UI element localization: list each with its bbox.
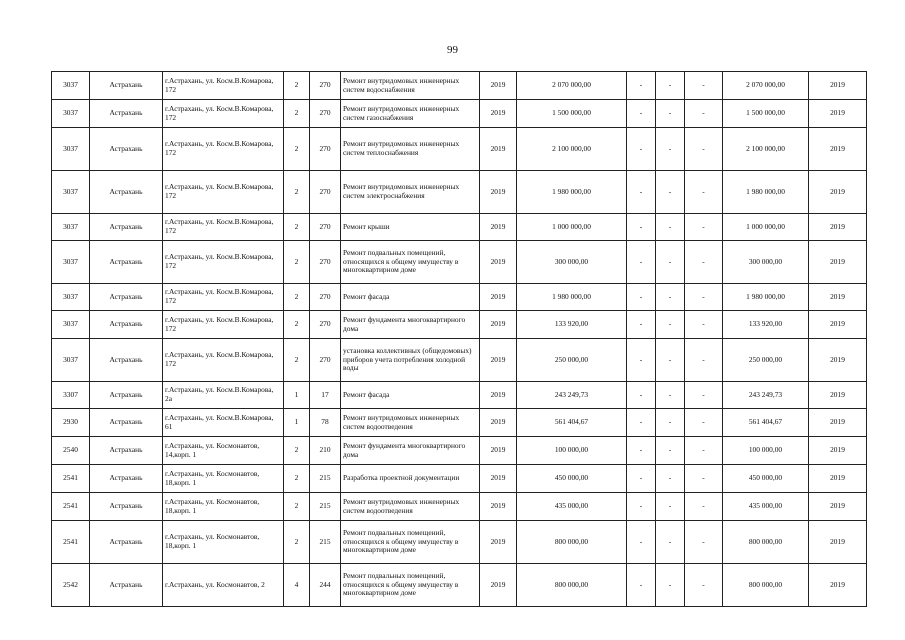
floors-cell: 4 [284, 564, 310, 607]
year-cell: 2019 [480, 284, 517, 311]
object-code-cell: 3037 [52, 100, 90, 128]
year-cell: 2019 [480, 521, 517, 564]
address-cell: г.Астрахань, ул. Косм.В.Комарова, 172 [163, 214, 284, 241]
year-cell: 2019 [480, 72, 517, 100]
table-row [52, 72, 867, 100]
total-amount-cell: 2 100 000,00 [723, 128, 809, 171]
total-amount-cell: 435 000,00 [723, 493, 809, 521]
completion-year-cell: 2019 [809, 128, 867, 171]
work-type-cell: Ремонт подвальных помещений, относящихся к общему имуществу в многоквартирном доме [341, 241, 480, 284]
completion-year-cell: 2019 [809, 564, 867, 607]
table-body [52, 72, 867, 607]
dash-cell: - [627, 564, 656, 607]
work-type-cell: Ремонт внутридомовых инженерных систем газоснабжения [341, 100, 480, 128]
apartments-cell: 78 [310, 409, 341, 437]
city-cell: Астрахань [90, 339, 163, 382]
address-cell: г.Астрахань, ул. Косм.В.Комарова, 2а [163, 382, 284, 409]
city-cell: Астрахань [90, 382, 163, 409]
amount-cell: 243 249,73 [517, 382, 627, 409]
object-code-cell: 2541 [52, 493, 90, 521]
total-amount-cell: 2 070 000,00 [723, 72, 809, 100]
object-code-cell: 3037 [52, 171, 90, 214]
apartments-cell: 270 [310, 100, 341, 128]
object-code-cell: 3037 [52, 339, 90, 382]
total-amount-cell: 300 000,00 [723, 241, 809, 284]
repair-registry-table [51, 71, 867, 607]
dash-cell: - [656, 521, 685, 564]
work-type-cell: Разработка проектной документации [341, 465, 480, 493]
dash-cell: - [627, 100, 656, 128]
total-amount-cell: 100 000,00 [723, 437, 809, 465]
table-row [52, 171, 867, 214]
table-row [52, 311, 867, 339]
completion-year-cell: 2019 [809, 382, 867, 409]
completion-year-cell: 2019 [809, 409, 867, 437]
work-type-cell: Ремонт крыши [341, 214, 480, 241]
amount-cell: 250 000,00 [517, 339, 627, 382]
apartments-cell: 270 [310, 171, 341, 214]
total-amount-cell: 800 000,00 [723, 564, 809, 607]
object-code-cell: 2541 [52, 521, 90, 564]
object-code-cell: 3037 [52, 284, 90, 311]
address-cell: г.Астрахань, ул. Косм.В.Комарова, 172 [163, 171, 284, 214]
dash-cell: - [627, 171, 656, 214]
address-cell: г.Астрахань, ул. Космонавтов, 18,корп. 1 [163, 521, 284, 564]
address-cell: г.Астрахань, ул. Косм.В.Комарова, 172 [163, 339, 284, 382]
apartments-cell: 270 [310, 311, 341, 339]
work-type-cell: Ремонт внутридомовых инженерных систем водоотведения [341, 409, 480, 437]
address-cell: г.Астрахань, ул. Космонавтов, 14,корп. 1 [163, 437, 284, 465]
city-cell: Астрахань [90, 409, 163, 437]
amount-cell: 1 000 000,00 [517, 214, 627, 241]
table-row [52, 465, 867, 493]
floors-cell: 2 [284, 339, 310, 382]
completion-year-cell: 2019 [809, 171, 867, 214]
dash-cell: - [656, 100, 685, 128]
amount-cell: 561 404,67 [517, 409, 627, 437]
completion-year-cell: 2019 [809, 521, 867, 564]
object-code-cell: 3037 [52, 214, 90, 241]
completion-year-cell: 2019 [809, 72, 867, 100]
amount-cell: 1 500 000,00 [517, 100, 627, 128]
object-code-cell: 2930 [52, 409, 90, 437]
floors-cell: 2 [284, 521, 310, 564]
address-cell: г.Астрахань, ул. Косм.В.Комарова, 172 [163, 72, 284, 100]
total-amount-cell: 450 000,00 [723, 465, 809, 493]
work-type-cell: установка коллективных (общедомовых) приборов учета потребления холодной воды [341, 339, 480, 382]
dash-cell: - [656, 241, 685, 284]
amount-cell: 133 920,00 [517, 311, 627, 339]
dash-cell: - [685, 284, 723, 311]
floors-cell: 2 [284, 72, 310, 100]
dash-cell: - [685, 339, 723, 382]
dash-cell: - [627, 339, 656, 382]
dash-cell: - [627, 214, 656, 241]
floors-cell: 2 [284, 100, 310, 128]
address-cell: г.Астрахань, ул. Космонавтов, 18,корп. 1 [163, 465, 284, 493]
object-code-cell: 3037 [52, 241, 90, 284]
object-code-cell: 2540 [52, 437, 90, 465]
city-cell: Астрахань [90, 564, 163, 607]
work-type-cell: Ремонт подвальных помещений, относящихся к общему имуществу в многоквартирном доме [341, 521, 480, 564]
floors-cell: 2 [284, 128, 310, 171]
dash-cell: - [685, 437, 723, 465]
city-cell: Астрахань [90, 311, 163, 339]
dash-cell: - [685, 241, 723, 284]
city-cell: Астрахань [90, 128, 163, 171]
total-amount-cell: 1 500 000,00 [723, 100, 809, 128]
apartments-cell: 270 [310, 128, 341, 171]
total-amount-cell: 133 920,00 [723, 311, 809, 339]
floors-cell: 2 [284, 311, 310, 339]
address-cell: г.Астрахань, ул. Космонавтов, 18,корп. 1 [163, 493, 284, 521]
apartments-cell: 210 [310, 437, 341, 465]
table-row [52, 128, 867, 171]
completion-year-cell: 2019 [809, 284, 867, 311]
dash-cell: - [627, 382, 656, 409]
city-cell: Астрахань [90, 437, 163, 465]
completion-year-cell: 2019 [809, 493, 867, 521]
city-cell: Астрахань [90, 465, 163, 493]
total-amount-cell: 243 249,73 [723, 382, 809, 409]
dash-cell: - [627, 284, 656, 311]
dash-cell: - [685, 382, 723, 409]
completion-year-cell: 2019 [809, 241, 867, 284]
floors-cell: 2 [284, 241, 310, 284]
apartments-cell: 215 [310, 465, 341, 493]
table-row [52, 241, 867, 284]
total-amount-cell: 1 000 000,00 [723, 214, 809, 241]
amount-cell: 100 000,00 [517, 437, 627, 465]
floors-cell: 2 [284, 465, 310, 493]
year-cell: 2019 [480, 214, 517, 241]
object-code-cell: 3307 [52, 382, 90, 409]
work-type-cell: Ремонт фундамента многоквартирного дома [341, 311, 480, 339]
table-row [52, 493, 867, 521]
year-cell: 2019 [480, 311, 517, 339]
apartments-cell: 244 [310, 564, 341, 607]
year-cell: 2019 [480, 437, 517, 465]
city-cell: Астрахань [90, 72, 163, 100]
work-type-cell: Ремонт внутридомовых инженерных систем водоотведения [341, 493, 480, 521]
apartments-cell: 270 [310, 241, 341, 284]
dash-cell: - [627, 437, 656, 465]
completion-year-cell: 2019 [809, 214, 867, 241]
amount-cell: 2 070 000,00 [517, 72, 627, 100]
dash-cell: - [656, 382, 685, 409]
year-cell: 2019 [480, 128, 517, 171]
city-cell: Астрахань [90, 171, 163, 214]
work-type-cell: Ремонт фасада [341, 284, 480, 311]
address-cell: г.Астрахань, ул. Косм.В.Комарова, 172 [163, 241, 284, 284]
dash-cell: - [656, 465, 685, 493]
apartments-cell: 270 [310, 214, 341, 241]
table-row [52, 409, 867, 437]
dash-cell: - [627, 311, 656, 339]
table-row [52, 564, 867, 607]
dash-cell: - [685, 311, 723, 339]
table-row [52, 437, 867, 465]
total-amount-cell: 250 000,00 [723, 339, 809, 382]
dash-cell: - [656, 493, 685, 521]
work-type-cell: Ремонт фасада [341, 382, 480, 409]
apartments-cell: 270 [310, 72, 341, 100]
total-amount-cell: 1 980 000,00 [723, 171, 809, 214]
city-cell: Астрахань [90, 241, 163, 284]
floors-cell: 2 [284, 171, 310, 214]
amount-cell: 1 980 000,00 [517, 171, 627, 214]
dash-cell: - [627, 465, 656, 493]
year-cell: 2019 [480, 409, 517, 437]
amount-cell: 1 980 000,00 [517, 284, 627, 311]
dash-cell: - [656, 214, 685, 241]
floors-cell: 2 [284, 437, 310, 465]
dash-cell: - [627, 493, 656, 521]
completion-year-cell: 2019 [809, 100, 867, 128]
address-cell: г.Астрахань, ул. Косм.В.Комарова, 172 [163, 128, 284, 171]
address-cell: г.Астрахань, ул. Косм.В.Комарова, 172 [163, 284, 284, 311]
year-cell: 2019 [480, 465, 517, 493]
year-cell: 2019 [480, 564, 517, 607]
dash-cell: - [656, 311, 685, 339]
year-cell: 2019 [480, 241, 517, 284]
dash-cell: - [685, 214, 723, 241]
apartments-cell: 215 [310, 521, 341, 564]
dash-cell: - [627, 521, 656, 564]
work-type-cell: Ремонт внутридомовых инженерных систем электроснабжения [341, 171, 480, 214]
completion-year-cell: 2019 [809, 339, 867, 382]
table-row [52, 100, 867, 128]
dash-cell: - [685, 72, 723, 100]
work-type-cell: Ремонт внутридомовых инженерных систем водоснабжения [341, 72, 480, 100]
year-cell: 2019 [480, 493, 517, 521]
city-cell: Астрахань [90, 493, 163, 521]
object-code-cell: 3037 [52, 128, 90, 171]
work-type-cell: Ремонт фундамента многоквартирного дома [341, 437, 480, 465]
city-cell: Астрахань [90, 521, 163, 564]
dash-cell: - [627, 72, 656, 100]
object-code-cell: 2542 [52, 564, 90, 607]
dash-cell: - [627, 409, 656, 437]
address-cell: г.Астрахань, ул. Косм.В.Комарова, 61 [163, 409, 284, 437]
dash-cell: - [656, 128, 685, 171]
total-amount-cell: 561 404,67 [723, 409, 809, 437]
object-code-cell: 3037 [52, 72, 90, 100]
address-cell: г.Астрахань, ул. Косм.В.Комарова, 172 [163, 311, 284, 339]
object-code-cell: 3037 [52, 311, 90, 339]
amount-cell: 450 000,00 [517, 465, 627, 493]
completion-year-cell: 2019 [809, 311, 867, 339]
amount-cell: 300 000,00 [517, 241, 627, 284]
dash-cell: - [627, 128, 656, 171]
apartments-cell: 270 [310, 284, 341, 311]
amount-cell: 435 000,00 [517, 493, 627, 521]
dash-cell: - [656, 171, 685, 214]
year-cell: 2019 [480, 382, 517, 409]
table-row [52, 382, 867, 409]
city-cell: Астрахань [90, 214, 163, 241]
dash-cell: - [685, 521, 723, 564]
work-type-cell: Ремонт подвальных помещений, относящихся к общему имуществу в многоквартирном доме [341, 564, 480, 607]
dash-cell: - [656, 72, 685, 100]
apartments-cell: 215 [310, 493, 341, 521]
dash-cell: - [656, 339, 685, 382]
dash-cell: - [656, 564, 685, 607]
dash-cell: - [685, 465, 723, 493]
apartments-cell: 17 [310, 382, 341, 409]
dash-cell: - [685, 493, 723, 521]
dash-cell: - [685, 409, 723, 437]
year-cell: 2019 [480, 100, 517, 128]
dash-cell: - [685, 100, 723, 128]
city-cell: Астрахань [90, 284, 163, 311]
completion-year-cell: 2019 [809, 465, 867, 493]
floors-cell: 1 [284, 409, 310, 437]
table-row [52, 284, 867, 311]
dash-cell: - [656, 284, 685, 311]
amount-cell: 2 100 000,00 [517, 128, 627, 171]
dash-cell: - [685, 128, 723, 171]
dash-cell: - [656, 409, 685, 437]
year-cell: 2019 [480, 171, 517, 214]
total-amount-cell: 800 000,00 [723, 521, 809, 564]
table-row [52, 521, 867, 564]
address-cell: г.Астрахань, ул. Косм.В.Комарова, 172 [163, 100, 284, 128]
work-type-cell: Ремонт внутридомовых инженерных систем теплоснабжения [341, 128, 480, 171]
floors-cell: 2 [284, 214, 310, 241]
address-cell: г.Астрахань, ул. Космонавтов, 2 [163, 564, 284, 607]
dash-cell: - [685, 564, 723, 607]
dash-cell: - [656, 437, 685, 465]
dash-cell: - [685, 171, 723, 214]
completion-year-cell: 2019 [809, 437, 867, 465]
amount-cell: 800 000,00 [517, 564, 627, 607]
table-row [52, 214, 867, 241]
year-cell: 2019 [480, 339, 517, 382]
dash-cell: - [627, 241, 656, 284]
city-cell: Астрахань [90, 100, 163, 128]
floors-cell: 2 [284, 493, 310, 521]
floors-cell: 2 [284, 284, 310, 311]
apartments-cell: 270 [310, 339, 341, 382]
total-amount-cell: 1 980 000,00 [723, 284, 809, 311]
floors-cell: 1 [284, 382, 310, 409]
object-code-cell: 2541 [52, 465, 90, 493]
amount-cell: 800 000,00 [517, 521, 627, 564]
page-number: 99 [447, 44, 458, 56]
table-row [52, 339, 867, 382]
